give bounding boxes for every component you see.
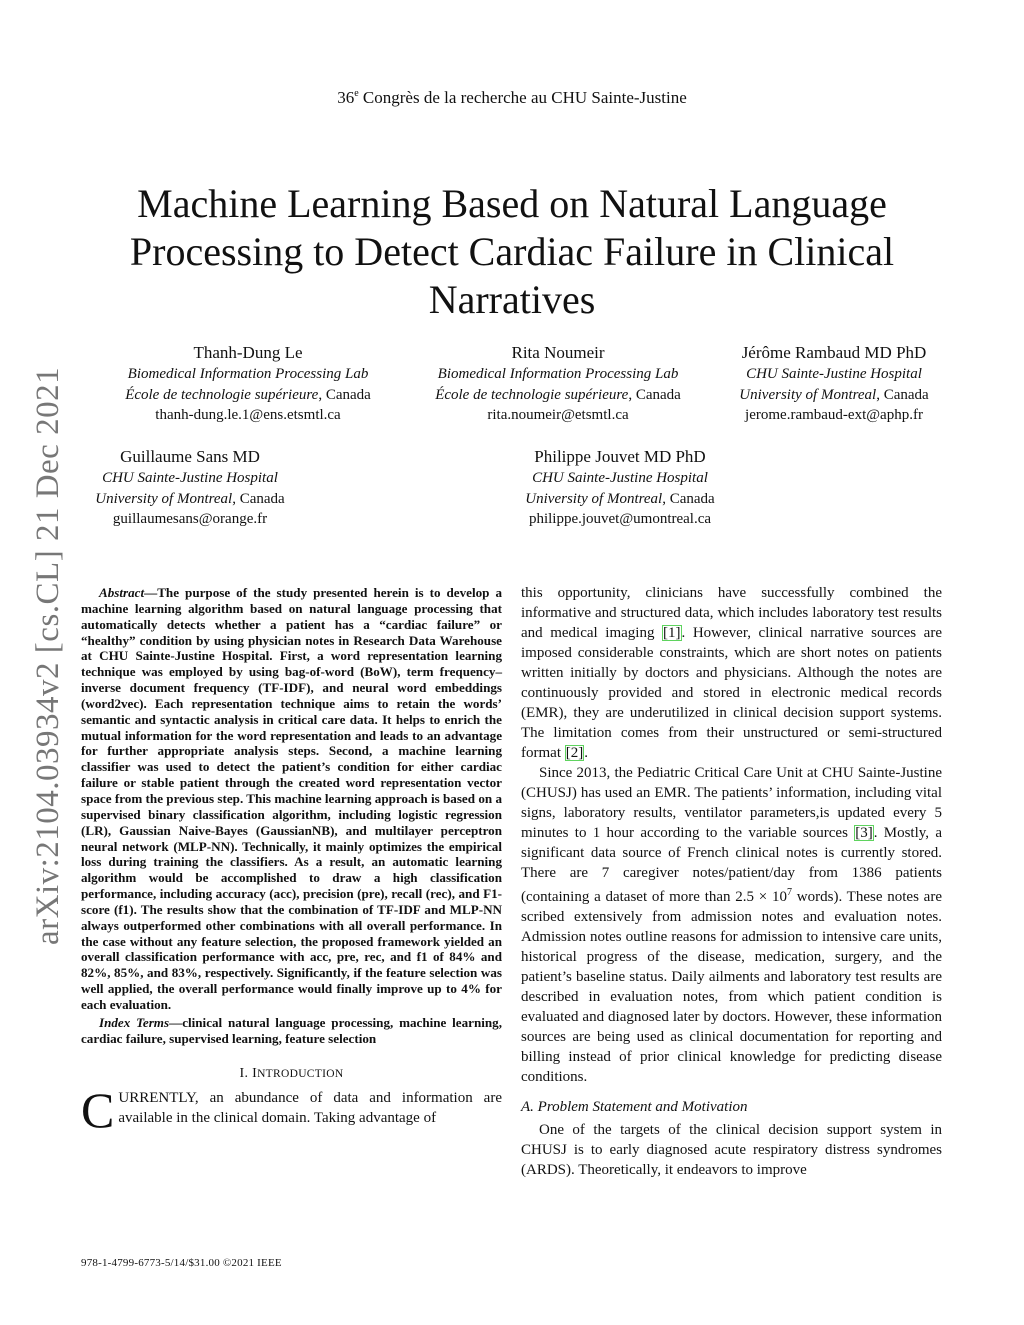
abstract-body: —The purpose of the study presented herein is to develop a machine learning algorithm based on natural language processing that automatically detects whether a patient has a “cardiac failure” or “healthy” condition by using physician notes in Research Data Warehouse at CHU Sainte-Justine Hospital. First, a word representation learning technique was employed by using bag-of-word (BoW), term frequency–inverse document frequency (TF-IDF), and neural word embeddings (word2vec). Each representation technique aims to retain the words’ semantic and syntactic analysis in critical care data. It helps to enrich the mutual information for the word representation and leads to an advantage for further appropriate analysis steps. Second, a machine learning classifier was used to detect the patient’s condition for either cardiac failure or stable patient through the created word representation vector space from the previous step. This machine learning approach is based on a supervised binary classification algorithm, including logistic regression (LR), Gaussian Naive-Bayes (GaussianNB), and multilayer perceptron neural network (MLP-NN). Technically, it mainly optimizes the empirical loss during training the classifiers. As a result, an automatic learning algorithm would be accomplished to draw a high classification performance, including accuracy (acc), precision (pre), recall (rec), and F1-score (f1). The results show that the combination of TF-IDF and MLP-NN always outperformed other combinations with all overall performance. In the case without any feature selection, the proposed framework yielded an overall classification performance with acc, pre, rec, and f1 of 84% and 82%, 85%, and 83%, respectively. Significantly, if the feature selection was well applied, the overall performance would finally improve up to 4% for each evaluation. bbox=[81, 585, 502, 1012]
author-email[interactable]: guillaumesans@orange.fr bbox=[112, 511, 268, 527]
section-heading-introduction bbox=[81, 1066, 502, 1082]
author-block bbox=[500, 446, 740, 530]
institution-name: University of Montreal bbox=[95, 490, 233, 507]
intro-text: , an abundance of data and information are available in the clinical domain. Taking advantage of bbox=[118, 1090, 502, 1127]
citation-link[interactable]: [3] bbox=[855, 825, 873, 841]
institution-country: , Canada bbox=[318, 386, 371, 403]
author-name: Guillaume Sans MD bbox=[120, 447, 260, 466]
author-affiliation: Biomedical Information Processing Lab bbox=[437, 366, 679, 382]
right-column bbox=[521, 583, 942, 1180]
author-name: Philippe Jouvet MD PhD bbox=[534, 447, 706, 466]
subsection-heading: A. Problem Statement and Motivation bbox=[521, 1099, 748, 1115]
author-block bbox=[96, 342, 400, 426]
paragraph-text: . bbox=[584, 745, 588, 761]
author-affiliation: Biomedical Information Processing Lab bbox=[127, 366, 369, 382]
paragraph-text: this opportunity, clinicians have successfully combined the informative and structured data, which includes laboratory test results and medical imaging bbox=[521, 585, 942, 641]
institution-name: University of Montreal bbox=[525, 490, 663, 507]
drop-cap-letter: C bbox=[81, 1082, 115, 1139]
author-institution bbox=[96, 385, 400, 406]
author-institution bbox=[406, 385, 710, 406]
citation-link[interactable]: [1] bbox=[663, 625, 681, 641]
author-institution bbox=[70, 489, 310, 510]
institution-country: , Canada bbox=[628, 386, 681, 403]
institution-country: , Canada bbox=[662, 490, 715, 507]
institution-country: , Canada bbox=[876, 386, 929, 403]
body-paragraph: One of the targets of the clinical decision support system in CHUSJ is to early diagnosed acute respiratory distress syndromes (ARDS). Theoretically, it endeavors to improve bbox=[521, 1122, 942, 1178]
author-name: Jérôme Rambaud MD PhD bbox=[741, 343, 927, 362]
author-institution bbox=[500, 489, 740, 510]
abstract bbox=[81, 585, 502, 1013]
abstract-label: Abstract bbox=[99, 585, 145, 600]
arxiv-identifier-stamp: arXiv:2104.03934v2 [cs.CL] 21 Dec 2021 bbox=[30, 366, 66, 945]
author-email[interactable]: jerome.rambaud-ext@aphp.fr bbox=[745, 407, 923, 423]
index-terms-label: Index Terms bbox=[99, 1014, 170, 1030]
section-title-smallcaps: NTRODUCTION bbox=[257, 1068, 344, 1081]
author-email[interactable]: thanh-dung.le.1@ens.etsmtl.ca bbox=[155, 407, 341, 423]
author-block bbox=[406, 342, 710, 426]
institution-name: École de technologie supérieure bbox=[435, 386, 629, 403]
paper-title: Machine Learning Based on Natural Language Processing to Detect Cardiac Failure in Clinical Narratives bbox=[129, 181, 895, 322]
author-email[interactable]: rita.noumeir@etsmtl.ca bbox=[487, 407, 629, 423]
introduction-paragraph bbox=[81, 1082, 502, 1139]
author-block bbox=[70, 446, 310, 530]
conference-name: Congrès de la recherche au CHU Sainte-Justine bbox=[358, 88, 687, 107]
conference-number: 36 bbox=[337, 88, 355, 107]
section-initial: I bbox=[252, 1066, 258, 1082]
author-institution bbox=[714, 385, 954, 406]
citation-link[interactable]: [2] bbox=[565, 745, 584, 761]
index-terms bbox=[81, 1015, 502, 1047]
copyright-footer: 978-1-4799-6773-5/14/$31.00 ©2021 IEEE bbox=[81, 1257, 282, 1269]
section-numeral: I. bbox=[239, 1066, 253, 1082]
institution-name: University of Montreal bbox=[739, 386, 877, 403]
author-email[interactable]: philippe.jouvet@umontreal.ca bbox=[528, 511, 712, 527]
author-affiliation: CHU Sainte-Justine Hospital bbox=[746, 366, 922, 382]
conference-superscript: e bbox=[354, 88, 359, 99]
institution-name: École de technologie supérieure bbox=[125, 386, 319, 403]
index-terms-body: —clinical natural language processing, machine learning, cardiac failure, supervised learning, feature selection bbox=[81, 1014, 503, 1046]
intro-smallcaps: URRENTLY bbox=[118, 1090, 195, 1107]
exponent: 7 bbox=[787, 887, 793, 898]
left-column bbox=[81, 585, 503, 1139]
author-affiliation: CHU Sainte-Justine Hospital bbox=[102, 470, 278, 486]
institution-country: , Canada bbox=[232, 490, 285, 507]
paragraph-text: . However, clinical narrative sources are imposed considerable constraints, which are short notes on patients written initially by doctors and physicians. Although the notes are continuously provided and stored in electronic medical records (EMR), they are underutilized in clinical decision support systems. The limitation comes from their unstructured or semi-structured format bbox=[521, 625, 942, 761]
body-paragraph bbox=[521, 763, 942, 1087]
author-affiliation: CHU Sainte-Justine Hospital bbox=[532, 470, 708, 486]
paragraph-text: Since 2013, the Pediatric Critical Care Unit at CHU Sainte-Justine (CHUSJ) has used an EMR. The patients’ information, including vital signs, laboratory results, ventilator parameters,is updated every 5 minutes to 1 hour according to the variable sources bbox=[521, 765, 942, 841]
body-paragraph bbox=[521, 583, 942, 763]
author-name: Rita Noumeir bbox=[511, 343, 605, 362]
paragraph-text: . Mostly, a significant data source of French clinical notes is currently stored. There are 7 caregiver notes/patient/day from 1386 patients (containing a dataset of more than 2.5 × 10 bbox=[521, 825, 942, 905]
conference-header bbox=[0, 88, 1024, 108]
paragraph-text: words). These notes are scribed extensively from admission notes and evaluation notes. Admission notes outline reasons for admission to intensive care units, historical progress of the disease, medication, surgery, and the patient’s baseline status. Daily ailments and laboratory test results are described in evaluation notes, from which patient condition is evaluated and diagnosed later by doctors. However, these information sources are being used as clinical documentation for reporting and billing instead of prior clinical knowledge for predicting disease conditions. bbox=[521, 889, 942, 1085]
author-name: Thanh-Dung Le bbox=[193, 343, 303, 362]
author-block bbox=[714, 342, 954, 426]
